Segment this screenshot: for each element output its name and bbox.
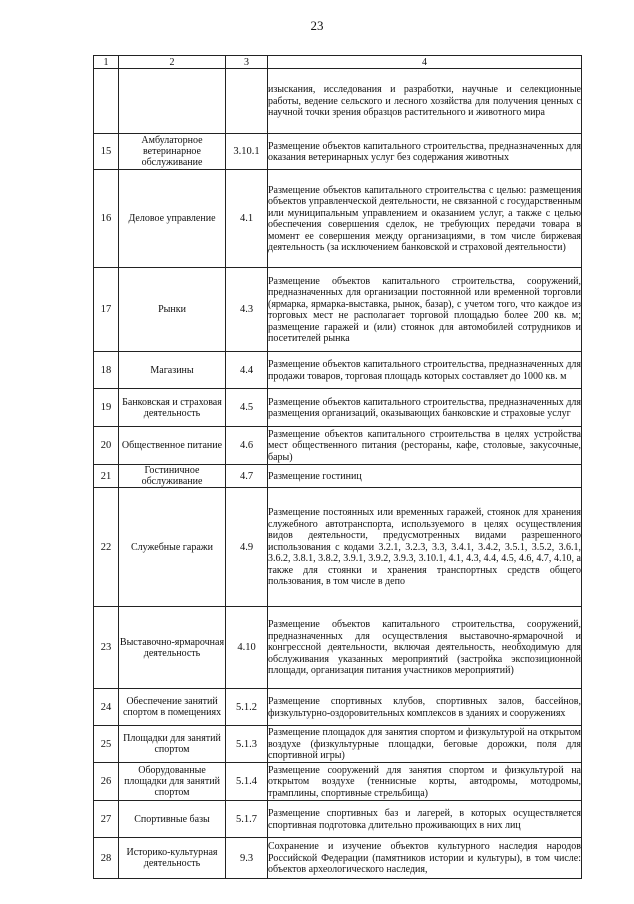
row-description [268, 170, 582, 268]
row-description [268, 352, 582, 389]
row-description [268, 726, 582, 763]
row-name [119, 69, 226, 134]
row-description [268, 389, 582, 427]
row-name: Амбулаторное ветеринарное обслуживание [119, 134, 226, 170]
row-description [268, 465, 582, 488]
row-description-text: Размещение спортивных клубов, спортивных залов, бассейнов, физкультурно-оздоровительных комплексов в зданиях и сооружениях [268, 696, 581, 719]
row-number: 27 [94, 801, 119, 838]
row-name: Магазины [119, 352, 226, 389]
row-code: 4.5 [226, 389, 268, 427]
row-description [268, 427, 582, 465]
row-name: Деловое управление [119, 170, 226, 268]
table-row [94, 389, 582, 427]
row-name: Оборудованные площадки для занятий спортом [119, 763, 226, 801]
row-number: 23 [94, 607, 119, 689]
row-number: 25 [94, 726, 119, 763]
row-name: Выставочно-ярмарочная деятельность [119, 607, 226, 689]
row-code: 5.1.4 [226, 763, 268, 801]
header-col-description: 4 [268, 56, 582, 69]
row-description-text: Сохранение и изучение объектов культурного наследия народов Российской Федерации (памятников истории и культуры), в том числе: объектов археологического наследия, [268, 841, 581, 876]
land-use-table [93, 55, 582, 879]
header-col-code: 3 [226, 56, 268, 69]
row-number: 24 [94, 689, 119, 726]
row-description-text: Размещение объектов капитального строительства, сооружений, предназначенных для осуществления выставочно-ярмарочной и конгрессной деятельности, включая деятельность, необходимую для обслуживания указанных мероприятий (застройка экспозиционной площади, организация питания участников мероприятий) [268, 619, 581, 677]
row-description [268, 134, 582, 170]
row-code: 4.9 [226, 488, 268, 607]
row-number: 28 [94, 838, 119, 879]
row-description [268, 763, 582, 801]
row-description-text: Размещение объектов капитального строительства, сооружений, предназначенных для организации постоянной или временной торговли (ярмарка, ярмарка-выставка, рынок, базар), с учетом того, что каждое из торговых мест не располагает торговой площадью более 200 кв. м; размещение гаражей и (или) стоянок для автомобилей сотрудников и посетителей рынка [268, 275, 581, 344]
row-number: 20 [94, 427, 119, 465]
table-row [94, 607, 582, 689]
row-number: 18 [94, 352, 119, 389]
table-row [94, 134, 582, 170]
table-header-row [94, 56, 582, 69]
row-number: 16 [94, 170, 119, 268]
row-description [268, 801, 582, 838]
row-description [268, 268, 582, 352]
row-number: 15 [94, 134, 119, 170]
row-description-text: Размещение объектов капитального строительства, предназначенных для оказания ветеринарных услуг без содержания животных [268, 140, 581, 163]
table-row [94, 488, 582, 607]
table-row [94, 268, 582, 352]
row-number [94, 69, 119, 134]
row-description [268, 69, 582, 134]
row-code: 5.1.2 [226, 689, 268, 726]
row-name: Площадки для занятий спортом [119, 726, 226, 763]
row-name: Общественное питание [119, 427, 226, 465]
table-row [94, 726, 582, 763]
row-description-text: Размещение сооружений для занятия спортом и физкультурой на открытом воздухе (теннисные корты, автодромы, мотодромы, трамплины, спортивные стрельбища) [268, 764, 581, 799]
row-name: Рынки [119, 268, 226, 352]
row-description-text: изыскания, исследования и разработки, научные и селекционные работы, ведение сельского и лесного хозяйства для получения ценных с научной точки зрения образцов растительного и животного мира [268, 84, 581, 119]
row-number: 21 [94, 465, 119, 488]
row-description [268, 838, 582, 879]
row-description [268, 689, 582, 726]
row-description-text: Размещение объектов капитального строительства в целях устройства мест общественного питания (рестораны, кафе, столовые, закусочные, бары) [268, 428, 581, 463]
row-description-text: Размещение объектов капитального строительства с целью: размещения объектов управленческой деятельности, не связанной с государственным или муниципальным управлением и оказанием услуг, а также с целью обеспечения совершения сделок, не требующих передачи товара в момент ее совершения между организациями, в том числе биржевая деятельность (за исключением банковской и страховой деятельности) [268, 184, 581, 253]
row-code: 4.3 [226, 268, 268, 352]
row-number: 22 [94, 488, 119, 607]
row-code: 5.1.3 [226, 726, 268, 763]
page-number: 23 [310, 18, 324, 33]
row-description [268, 488, 582, 607]
row-description-text: Размещение объектов капитального строительства, предназначенных для продажи товаров, торговая площадь которых составляет до 1000 кв. м [268, 359, 581, 382]
row-code [226, 69, 268, 134]
row-name: Историко-культурная деятельность [119, 838, 226, 879]
row-code: 4.6 [226, 427, 268, 465]
row-name: Обеспечение занятий спортом в помещениях [119, 689, 226, 726]
row-code: 9.3 [226, 838, 268, 879]
header-col-number: 1 [94, 56, 119, 69]
table-row [94, 689, 582, 726]
row-name: Банковская и страховая деятельность [119, 389, 226, 427]
row-code: 4.10 [226, 607, 268, 689]
row-code: 4.7 [226, 465, 268, 488]
row-number: 19 [94, 389, 119, 427]
row-code: 4.1 [226, 170, 268, 268]
table-row [94, 69, 582, 134]
row-code: 4.4 [226, 352, 268, 389]
table-row [94, 427, 582, 465]
row-name: Служебные гаражи [119, 488, 226, 607]
table-row [94, 352, 582, 389]
row-description-text: Размещение площадок для занятия спортом и физкультурой на открытом воздухе (физкультурные площадки, беговые дорожки, поля для спортивной игры) [268, 727, 581, 762]
row-code: 3.10.1 [226, 134, 268, 170]
table-row [94, 763, 582, 801]
row-description-text: Размещение спортивных баз и лагерей, в которых осуществляется спортивная подготовка длительно проживающих в них лиц [268, 808, 581, 831]
row-number: 26 [94, 763, 119, 801]
row-name: Спортивные базы [119, 801, 226, 838]
table-row [94, 170, 582, 268]
table-row [94, 801, 582, 838]
row-description [268, 607, 582, 689]
table-row [94, 465, 582, 488]
header-col-name: 2 [119, 56, 226, 69]
row-number: 17 [94, 268, 119, 352]
row-description-text: Размещение постоянных или временных гаражей, стоянок для хранения служебного автотранспорта, используемого в целях осуществления видов деятельности, предусмотренных видами разрешенного использования с кодами 3.2.1, 3.2.3, 3.3, 3.4.1, 3.4.2, 3.5.1, 3.5.2, 3.6.1, 3.6.2, 3.8.1, 3.8.2, 3.9.1, 3.9.2, 3.9.3, 3.10.1, 4.1, 4.3, 4.4, 4.5, 4.6, 4.7, 4.10, а также для стоянки и хранения транспортных средств общего пользования, в том числе в депо [268, 507, 581, 588]
row-name: Гостиничное обслуживание [119, 465, 226, 488]
row-code: 5.1.7 [226, 801, 268, 838]
row-description-text: Размещение гостиниц [268, 470, 362, 482]
table-row [94, 838, 582, 879]
row-description-text: Размещение объектов капитального строительства, предназначенных для размещения организаций, оказывающих банковские и страховые услуг [268, 396, 581, 419]
